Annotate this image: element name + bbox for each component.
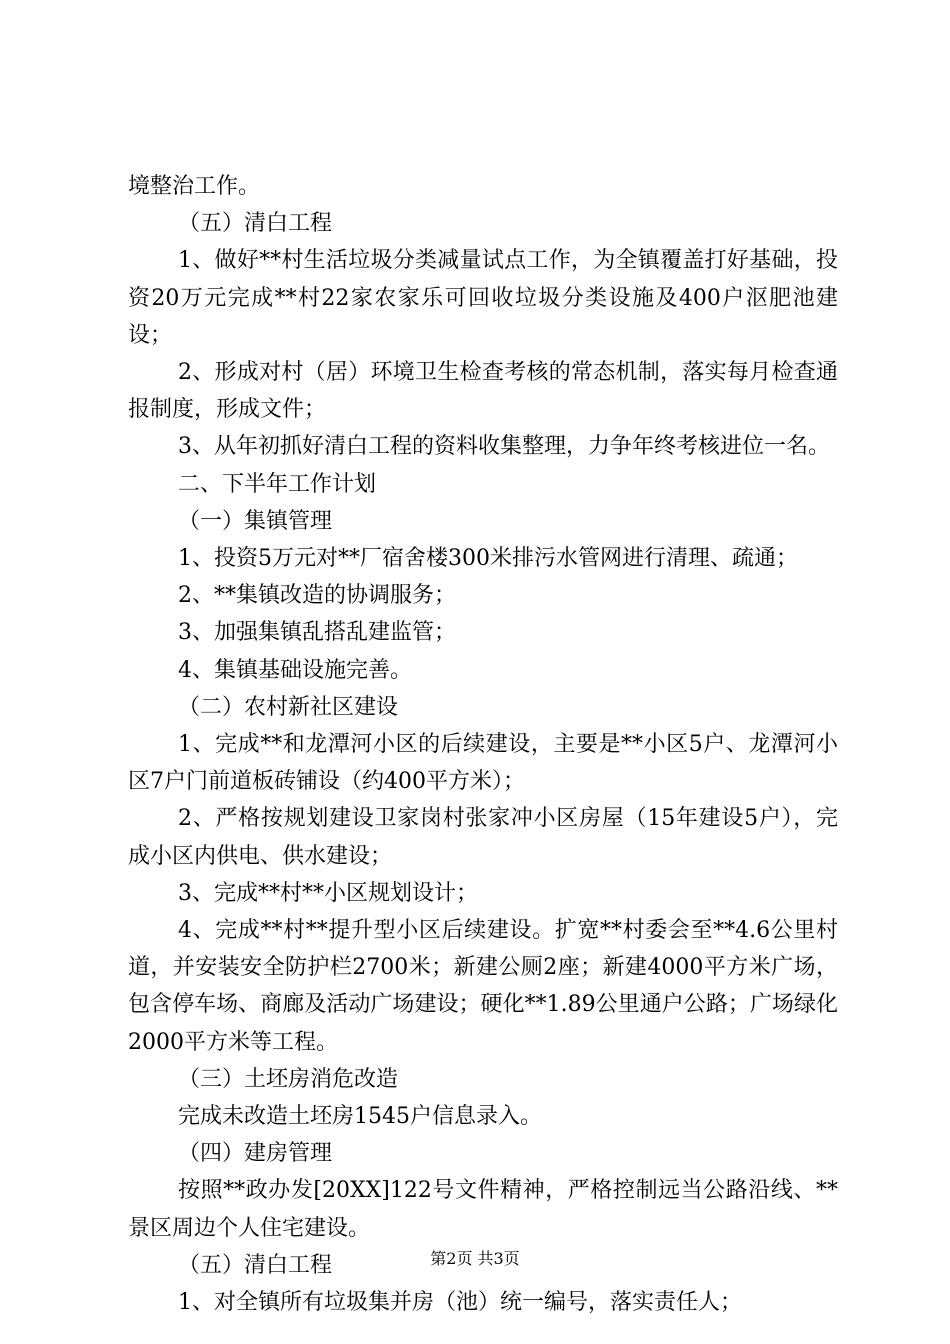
paragraph: （三）土坯房消危改造 — [178, 1066, 399, 1092]
paragraph: 2、**集镇改造的协调服务； — [178, 583, 456, 609]
paragraph: 1、对全镇所有垃圾集并房（池）统一编号，落实责任人； — [178, 1290, 742, 1316]
paragraph: 4、完成**村**提升型小区后续建设。扩宽**村委会至**4.6公里村道，并安装安全防护栏2700米；新建公厕2座；新建4000平方米广场，包含停车场、商廊及活动广场建设；硬化**1.89公里通户公路；广场绿化2000平方米等工程。 — [128, 918, 838, 1055]
paragraph: （二）农村新社区建设 — [178, 694, 399, 720]
paragraph: 2、严格按规划建设卫家岗村张家冲小区房屋（15年建设5户），完成小区内供电、供水建设； — [128, 806, 838, 869]
paragraph: 3、完成**村**小区规划设计； — [178, 880, 478, 906]
document-body — [128, 168, 838, 1321]
page-footer: 第2页 共3页 — [430, 1249, 520, 1268]
paragraph: 1、做好**村生活垃圾分类减量试点工作，为全镇覆盖打好基础，投资20万元完成**村22家农家乐可回收垃圾分类设施及400户沤肥池建设； — [128, 248, 838, 348]
paragraph: （四）建房管理 — [178, 1141, 333, 1167]
paragraph: 境整治工作。 — [128, 174, 261, 199]
paragraph: （五）清白工程 — [178, 211, 333, 237]
paragraph: 按照**政办发[20XX]122号文件精神，严格控制远当公路沿线、**景区周边个人住宅建设。 — [128, 1178, 838, 1241]
paragraph: 1、完成**和龙潭河小区的后续建设，主要是**小区5户、龙潭河小区7户门前道板砖铺设（约400平方米）； — [128, 732, 838, 795]
paragraph: （五）清白工程 — [178, 1252, 333, 1278]
paragraph: 2、形成对村（居）环境卫生检查考核的常态机制，落实每月检查通报制度，形成文件； — [128, 360, 838, 423]
paragraph: 3、从年初抓好清白工程的资料收集整理，力争年终考核进位一名。 — [178, 434, 830, 460]
paragraph: 二、下半年工作计划 — [178, 471, 377, 497]
paragraph: 3、加强集镇乱搭乱建监管； — [178, 620, 456, 646]
paragraph: 4、集镇基础设施完善。 — [178, 657, 412, 683]
paragraph: （一）集镇管理 — [178, 508, 333, 534]
paragraph: 完成未改造土坯房1545户信息录入。 — [178, 1104, 542, 1130]
paragraph: 1、投资5万元对**厂宿舍楼300米排污水管网进行清理、疏通； — [178, 546, 798, 572]
